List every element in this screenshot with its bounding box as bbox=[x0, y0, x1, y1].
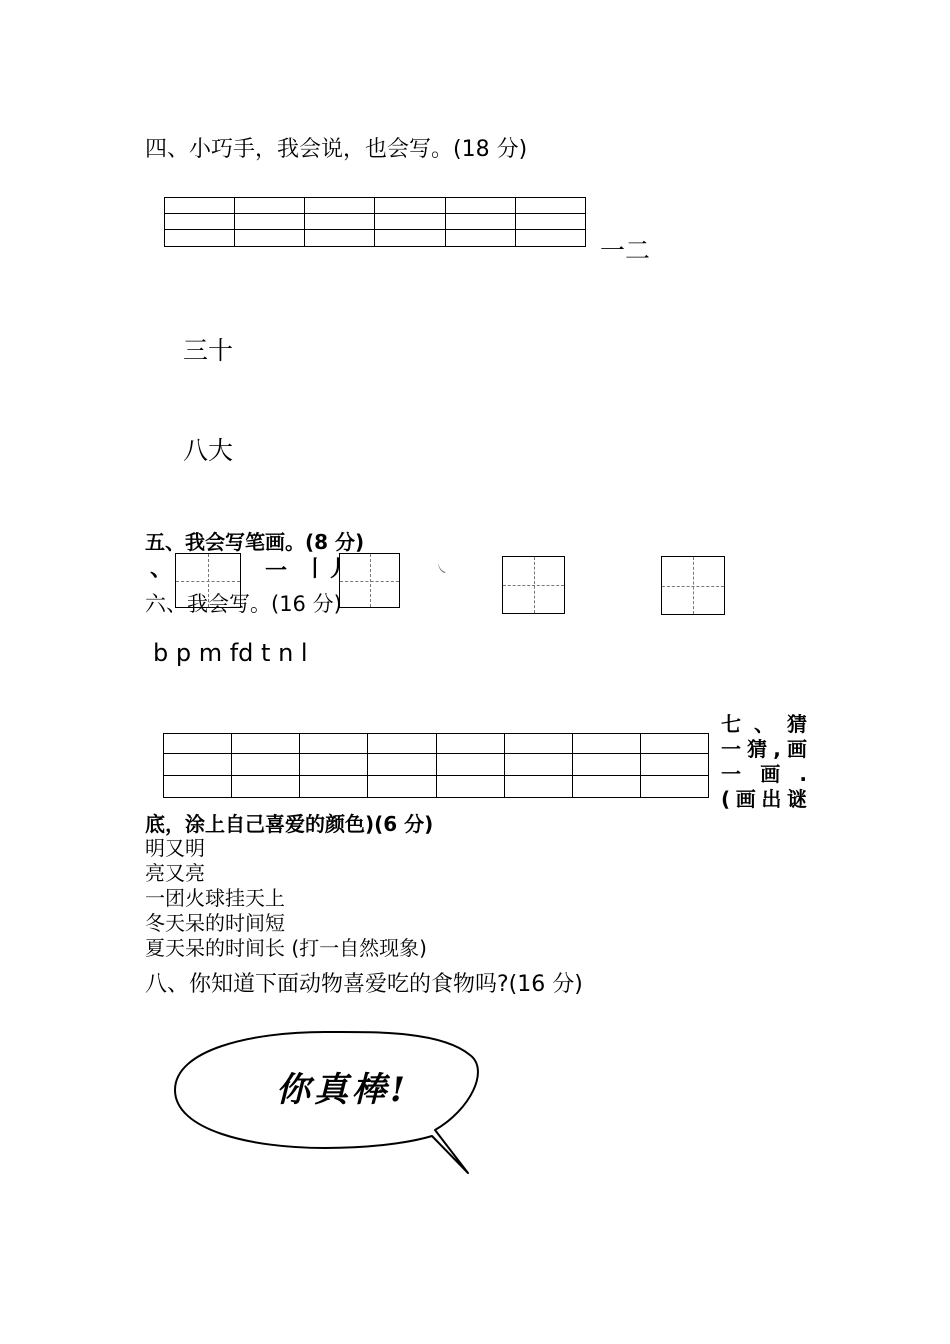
pinyin-line: b p m fd t n l bbox=[153, 639, 308, 667]
writing-grid-1 bbox=[164, 197, 586, 247]
section-6-title: 六、我会写。(16 分) bbox=[145, 592, 342, 616]
riddle-line-4: 冬天呆的时间短 bbox=[145, 911, 285, 935]
writing-grid-2 bbox=[163, 733, 709, 798]
stroke-vertical-falling: 丨丿 bbox=[304, 557, 349, 582]
char-pair-2: 三十 bbox=[183, 336, 234, 365]
practice-box-4 bbox=[661, 556, 725, 615]
section-4-title: 四、小巧手，我会说，也会写。(18 分) bbox=[145, 137, 528, 162]
char-pair-1: 一二 bbox=[600, 236, 651, 265]
section-7-title-line-1: 七 、 猜 bbox=[721, 712, 807, 736]
stroke-dot: 、 bbox=[150, 557, 173, 582]
section-5-title: 五、我会写笔画。(8 分) bbox=[145, 530, 365, 554]
riddle-line-1: 明又明 bbox=[145, 836, 205, 860]
section-7-title-line-4: (画出谜 bbox=[721, 787, 807, 811]
char-pair-3: 八大 bbox=[183, 436, 234, 465]
stroke-horizontal: 一 bbox=[265, 559, 288, 584]
riddle-line-5: 夏天呆的时间长 (打一自然现象) bbox=[145, 936, 427, 960]
section-7-title-line-2: 一猜,画 bbox=[721, 737, 807, 761]
section-8-title: 八、你知道下面动物喜爱吃的食物吗?(16 分) bbox=[145, 972, 583, 997]
practice-box-2 bbox=[339, 553, 400, 608]
stroke-press: ㇏ bbox=[436, 562, 449, 576]
section-7-title-line-3: 一 画 . bbox=[721, 762, 807, 786]
riddle-line-2: 亮又亮 bbox=[145, 861, 205, 885]
section-7-title-cont: 底，涂上自己喜爱的颜色)(6 分) bbox=[145, 812, 434, 836]
practice-box-3 bbox=[502, 556, 565, 614]
bubble-praise-text: 你真棒! bbox=[276, 1070, 409, 1110]
riddle-line-3: 一团火球挂天上 bbox=[145, 886, 285, 910]
